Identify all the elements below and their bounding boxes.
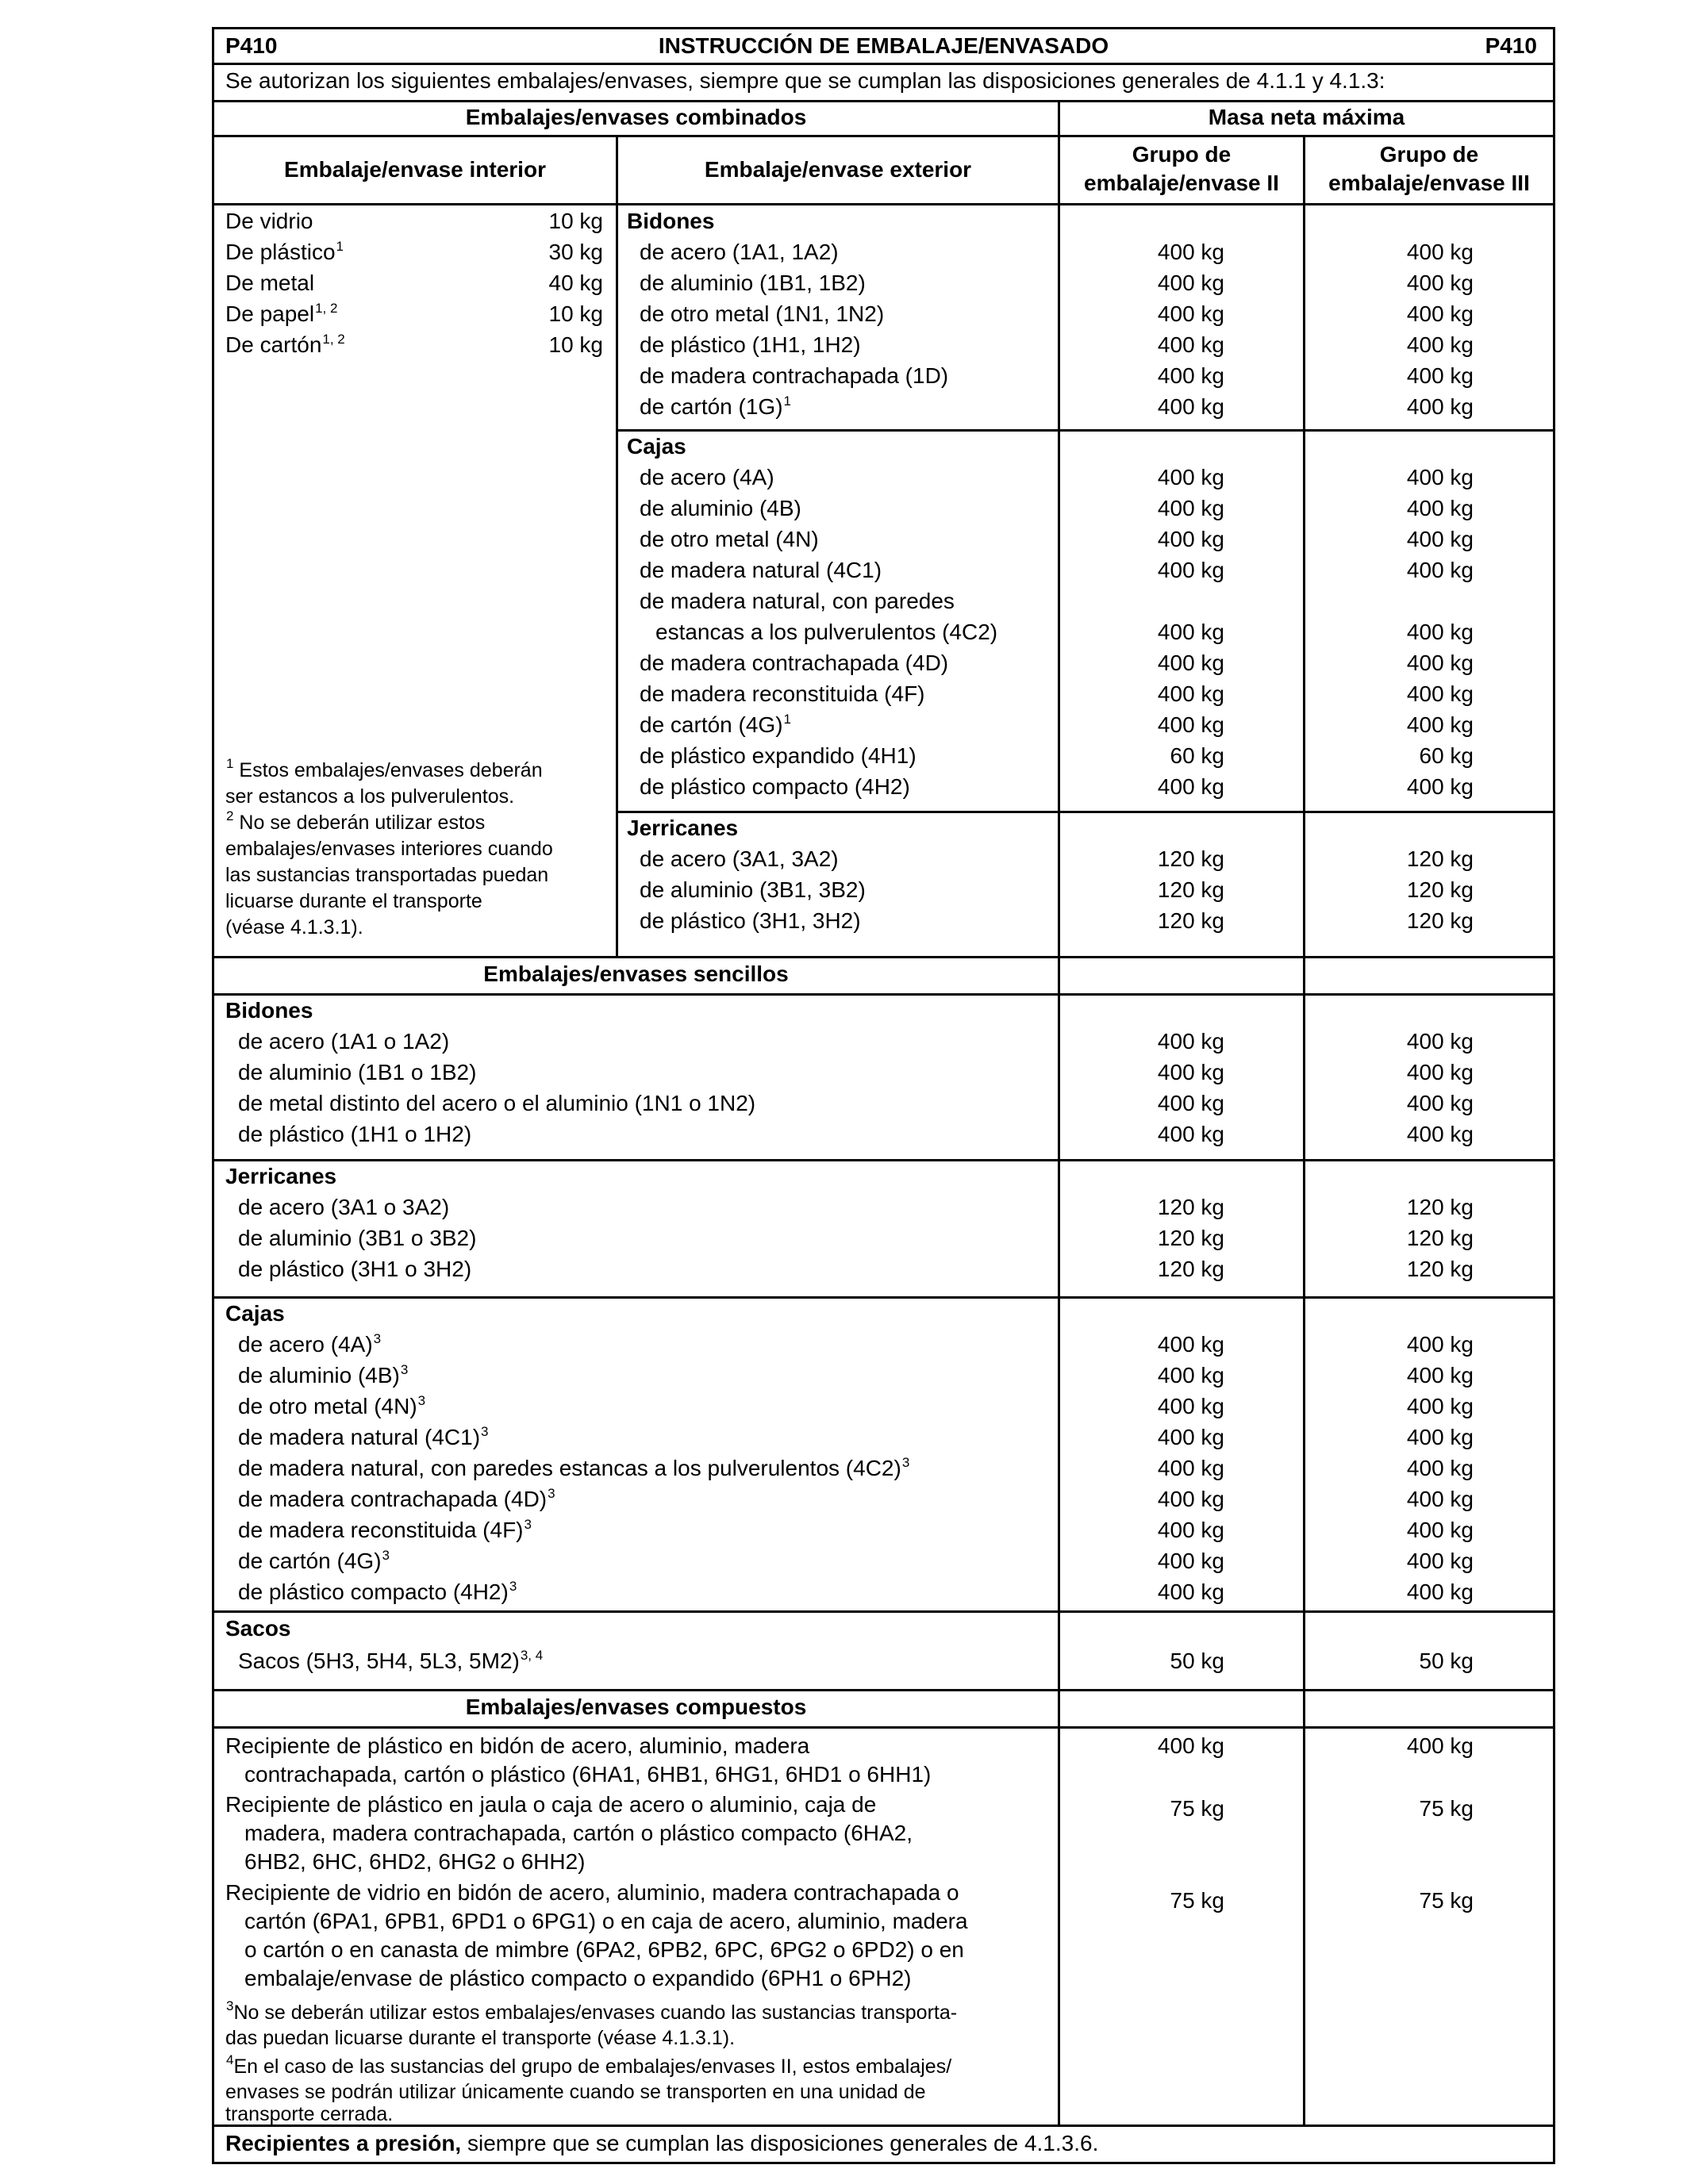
outer-item-label: de aluminio (3B1, 3B2): [640, 877, 866, 902]
footnote-4: envases se podrán utilizar únicamente cuando se transporten en una unidad de: [225, 2081, 926, 2103]
mass-g3: 400 kg: [1406, 301, 1474, 326]
single-item-label: de plástico (1H1 o 1H2): [238, 1122, 472, 1146]
inner-item-label: De plástico$^1$: [225, 239, 344, 264]
composite-item-label: cartón (6PA1, 6PB1, 6PD1 o 6PG1) o en caja de acero, aluminio, madera: [244, 1909, 968, 1933]
composite-item-label: contrachapada, cartón o plástico (6HA1, 6HB1, 6HG1, 6HD1 o 6HH1): [244, 1762, 932, 1787]
outer-item-label: de plástico compacto (4H2): [640, 774, 910, 799]
single-item-label: Sacos (5H3, 5H4, 5L3, 5M2)$^{3, 4}$: [238, 1648, 544, 1673]
composite-item-label: embalaje/envase de plástico compacto o expandido (6PH1 o 6PH2): [244, 1966, 912, 1990]
outer-item-label: de acero (1A1, 1A2): [640, 240, 839, 264]
composite-item-label: Recipiente de plástico en bidón de acero, aluminio, madera: [225, 1733, 810, 1758]
mass-g2: 120 kg: [1157, 846, 1224, 871]
group-title: Cajas: [627, 434, 686, 459]
mass-g3: 400 kg: [1406, 1456, 1474, 1480]
group-title: Jerricanes: [627, 816, 739, 840]
mass-g2: 400 kg: [1157, 301, 1224, 326]
rule: [214, 203, 1553, 205]
mass-g3: 120 kg: [1406, 1226, 1474, 1250]
outer-item-label: de otro metal (4N): [640, 527, 819, 551]
mass-g2: 120 kg: [1157, 877, 1224, 902]
mass-g2: 75 kg: [1170, 1888, 1224, 1913]
composite-item-label: o cartón o en canasta de mimbre (6PA2, 6PB2, 6PC, 6PG2 o 6PD2) o en: [244, 1937, 964, 1962]
mass-g2: 400 kg: [1157, 240, 1224, 264]
composite-item-label: Recipiente de vidrio en bidón de acero, aluminio, madera contrachapada o: [225, 1880, 959, 1905]
group-title: Bidones: [627, 209, 715, 233]
footnote-2: embalajes/envases interiores cuando: [225, 838, 553, 860]
outer-item-label: de plástico expandido (4H1): [640, 743, 917, 768]
mass-g3: 400 kg: [1406, 465, 1474, 489]
rule: [616, 429, 1553, 432]
mass-g2: 400 kg: [1157, 620, 1224, 644]
mass-g2: 120 kg: [1157, 908, 1224, 933]
packing-code-right: P410: [1485, 33, 1537, 58]
footnote-4: transporte cerrada.: [225, 2103, 394, 2125]
single-item-label: de metal distinto del acero o el aluminio (1N1 o 1N2): [238, 1091, 756, 1115]
outer-item-label: de plástico (3H1, 3H2): [640, 908, 861, 933]
inner-item-label: De cartón$^{1, 2}$: [225, 332, 345, 357]
mass-g2: 400 kg: [1157, 774, 1224, 799]
mass-g3: 400 kg: [1406, 1518, 1474, 1542]
rule: [214, 1159, 1553, 1161]
mass-g3: 400 kg: [1406, 681, 1474, 706]
inner-item-label: De metal: [225, 271, 315, 295]
rule: [214, 1610, 1553, 1613]
mass-g3: 400 kg: [1406, 394, 1474, 419]
outer-item-label: de acero (3A1, 3A2): [640, 846, 839, 871]
packing-instruction-table: [212, 27, 1555, 2164]
mass-g2: 400 kg: [1157, 496, 1224, 520]
mass-g2: 400 kg: [1157, 1518, 1224, 1542]
outer-item-label: de otro metal (1N1, 1N2): [640, 301, 885, 326]
mass-g2: 120 kg: [1157, 1226, 1224, 1250]
outer-item-label: de madera reconstituida (4F): [640, 681, 925, 706]
mass-g2: 400 kg: [1157, 1456, 1224, 1480]
mass-g3: 400 kg: [1406, 1060, 1474, 1084]
mass-g2: 400 kg: [1157, 1394, 1224, 1418]
rule: [214, 993, 1553, 996]
mass-g3: 120 kg: [1406, 846, 1474, 871]
rule: [214, 1296, 1553, 1299]
single-item-label: de aluminio (1B1 o 1B2): [238, 1060, 477, 1084]
mass-g2: 400 kg: [1157, 271, 1224, 295]
mass-g3: 75 kg: [1419, 1888, 1474, 1913]
combined-heading: Embalajes/envases combinados: [465, 105, 807, 129]
packing-code-left: P410: [225, 33, 278, 58]
single-item-label: de madera contrachapada $(4D)^3$: [238, 1486, 555, 1511]
mass-g2: 400 kg: [1157, 558, 1224, 582]
mass-g3: 400 kg: [1406, 1394, 1474, 1418]
mass-g2: 400 kg: [1157, 465, 1224, 489]
inner-item-mass: 30 kg: [548, 240, 603, 264]
outer-item-label: de madera natural (4C1): [640, 558, 882, 582]
single-item-label: de acero (3A1 o 3A2): [238, 1195, 450, 1219]
mass-g2: 400 kg: [1157, 1091, 1224, 1115]
mass-g3: 400 kg: [1406, 774, 1474, 799]
mass-g3: 400 kg: [1406, 712, 1474, 737]
mass-g3: 400 kg: [1406, 1425, 1474, 1449]
mass-g2: 75 kg: [1170, 1796, 1224, 1821]
mass-g2: 120 kg: [1157, 1195, 1224, 1219]
mass-g2: 50 kg: [1170, 1649, 1224, 1673]
mass-g3: 50 kg: [1419, 1649, 1474, 1673]
mass-g3: 400 kg: [1406, 651, 1474, 675]
mass-g2: 400 kg: [1157, 1549, 1224, 1573]
single-item-label: de madera natural, con paredes estancas a los pulverulentos $(4C2)^3$: [238, 1455, 910, 1480]
mass-g2: 400 kg: [1157, 1029, 1224, 1054]
mass-g3: 400 kg: [1406, 496, 1474, 520]
inner-heading: Embalaje/envase interior: [284, 157, 546, 182]
mass-g2: 400 kg: [1157, 363, 1224, 388]
rule: [214, 956, 1553, 958]
outer-item-label: de madera contrachapada (4D): [640, 651, 949, 675]
mass-g2: 400 kg: [1157, 1579, 1224, 1604]
mass-g2: 400 kg: [1157, 1122, 1224, 1146]
footnote-2: $^2$ No se deberán utilizar estos: [226, 808, 486, 834]
composite-item-label: madera, madera contrachapada, cartón o plástico compacto (6HA2,: [244, 1821, 913, 1845]
outer-item-label: de cartón $(4G)^1$: [640, 712, 791, 737]
pressure-receptacles-label: Recipientes a presión,: [225, 2131, 462, 2155]
rule: [214, 1726, 1553, 1729]
mass-g3: 400 kg: [1406, 240, 1474, 264]
single-heading: Embalajes/envases sencillos: [483, 961, 789, 986]
group2-heading: embalaje/envase II: [1084, 171, 1279, 195]
composite-heading: Embalajes/envases compuestos: [465, 1695, 807, 1719]
outer-item-label: de madera natural, con paredes: [640, 589, 955, 613]
mass-g2: 400 kg: [1157, 681, 1224, 706]
rule: [616, 811, 1553, 813]
mass-g3: 75 kg: [1419, 1796, 1474, 1821]
inner-item-label: De papel$^{1, 2}$: [225, 301, 338, 326]
footnote-2: (véase 4.1.3.1).: [225, 916, 363, 938]
mass-g2: 60 kg: [1170, 743, 1224, 768]
inner-item-label: De vidrio: [225, 209, 313, 233]
inner-item-mass: 10 kg: [548, 332, 603, 357]
mass-g3: 400 kg: [1406, 1363, 1474, 1388]
rule: [214, 63, 1553, 65]
composite-item-label: Recipiente de plástico en jaula o caja de acero o aluminio, caja de: [225, 1792, 877, 1817]
outer-item-label: de acero (4A): [640, 465, 774, 489]
single-item-label: de plástico (3H1 o 3H2): [238, 1257, 472, 1281]
mass-g3: 400 kg: [1406, 1122, 1474, 1146]
inner-item-mass: 40 kg: [548, 271, 603, 295]
mass-g3: 120 kg: [1406, 1257, 1474, 1281]
mass-g3: 400 kg: [1406, 332, 1474, 357]
mass-g3: 400 kg: [1406, 1733, 1474, 1758]
group3-heading: embalaje/envase III: [1328, 171, 1530, 195]
mass-g2: 400 kg: [1157, 332, 1224, 357]
mass-g3: 400 kg: [1406, 1579, 1474, 1604]
footnote-4: $^4$En el caso de las sustancias del grupo de embalajes/envases II, estos embalajes/: [226, 2052, 952, 2078]
outer-item-label: de cartón $(1G)^1$: [640, 393, 791, 419]
outer-item-label: de aluminio (4B): [640, 496, 801, 520]
single-item-label: de madera natural $(4C1)^3$: [238, 1424, 489, 1449]
pressure-receptacles-text: siempre que se cumplan las disposiciones generales de 4.1.3.6.: [461, 2131, 1099, 2155]
outer-heading: Embalaje/envase exterior: [704, 157, 972, 182]
footnote-1: $^1$ Estos embalajes/envases deberán: [226, 756, 543, 781]
footnote-3: $^3$No se deberán utilizar estos embalajes/envases cuando las sustancias transporta-: [226, 1998, 958, 2024]
mass-g3: 400 kg: [1406, 1487, 1474, 1511]
group-title: Bidones: [225, 998, 313, 1023]
page-title: INSTRUCCIÓN DE EMBALAJE/ENVASADO: [658, 33, 1109, 58]
footnote-2: las sustancias transportadas puedan: [225, 864, 549, 886]
mass-g3: 400 kg: [1406, 1091, 1474, 1115]
mass-g2: 400 kg: [1157, 1060, 1224, 1084]
single-item-label: de aluminio (3B1 o 3B2): [238, 1226, 477, 1250]
footnote-2: licuarse durante el transporte: [225, 890, 482, 912]
max-mass-heading: Masa neta máxima: [1208, 105, 1405, 129]
inner-item-mass: 10 kg: [548, 209, 603, 233]
outer-item-label: estancas a los pulverulentos (4C2): [655, 620, 998, 644]
mass-g2: 400 kg: [1157, 1487, 1224, 1511]
composite-item-label: 6HB2, 6HC, 6HD2, 6HG2 o 6HH2): [244, 1849, 586, 1874]
mass-g3: 400 kg: [1406, 1549, 1474, 1573]
inner-item-mass: 10 kg: [548, 301, 603, 326]
group-title: Jerricanes: [225, 1164, 337, 1188]
group-title: Sacos: [225, 1616, 291, 1641]
mass-g3: 400 kg: [1406, 363, 1474, 388]
single-item-label: de madera reconstituida $(4F)^3$: [238, 1517, 532, 1542]
group3-heading: Grupo de: [1379, 142, 1479, 167]
mass-g3: 400 kg: [1406, 558, 1474, 582]
mass-g2: 400 kg: [1157, 651, 1224, 675]
mass-g3: 120 kg: [1406, 877, 1474, 902]
mass-g2: 400 kg: [1157, 394, 1224, 419]
single-item-label: de cartón $(4G)^3$: [238, 1548, 390, 1573]
mass-g3: 400 kg: [1406, 271, 1474, 295]
single-item-label: de plástico compacto $(4H2)^3$: [238, 1579, 517, 1604]
mass-g2: 120 kg: [1157, 1257, 1224, 1281]
footnote-3: das puedan licuarse durante el transporte (véase 4.1.3.1).: [225, 2027, 736, 2049]
rule: [616, 135, 618, 956]
mass-g2: 400 kg: [1157, 1363, 1224, 1388]
mass-g2: 400 kg: [1157, 1425, 1224, 1449]
mass-g2: 400 kg: [1157, 1332, 1224, 1357]
mass-g3: 400 kg: [1406, 1332, 1474, 1357]
footnote-1: ser estancos a los pulverulentos.: [225, 785, 515, 808]
pressure-receptacles-note: [225, 2128, 1098, 2159]
rule: [214, 1689, 1553, 1691]
mass-g2: 400 kg: [1157, 527, 1224, 551]
group-title: Cajas: [225, 1301, 285, 1326]
intro-text: Se autorizan los siguientes embalajes/envases, siempre que se cumplan las disposiciones generales de 4.1.1 y 4.1.3:: [225, 68, 1385, 93]
outer-item-label: de madera contrachapada (1D): [640, 363, 949, 388]
outer-item-label: de plástico (1H1, 1H2): [640, 332, 861, 357]
outer-item-label: de aluminio (1B1, 1B2): [640, 271, 866, 295]
mass-g3: 400 kg: [1406, 620, 1474, 644]
mass-g3: 120 kg: [1406, 908, 1474, 933]
mass-g3: 400 kg: [1406, 527, 1474, 551]
single-item-label: de otro metal $(4N)^3$: [238, 1393, 426, 1418]
group2-heading: Grupo de: [1132, 142, 1232, 167]
mass-g3: 120 kg: [1406, 1195, 1474, 1219]
mass-g2: 400 kg: [1157, 1733, 1224, 1758]
single-item-label: de acero $(4A)^3$: [238, 1331, 382, 1357]
single-item-label: de aluminio $(4B)^3$: [238, 1362, 409, 1388]
mass-g2: 400 kg: [1157, 712, 1224, 737]
mass-g3: 60 kg: [1419, 743, 1474, 768]
mass-g3: 400 kg: [1406, 1029, 1474, 1054]
rule: [214, 135, 1553, 137]
single-item-label: de acero (1A1 o 1A2): [238, 1029, 450, 1054]
rule: [214, 2125, 1553, 2127]
